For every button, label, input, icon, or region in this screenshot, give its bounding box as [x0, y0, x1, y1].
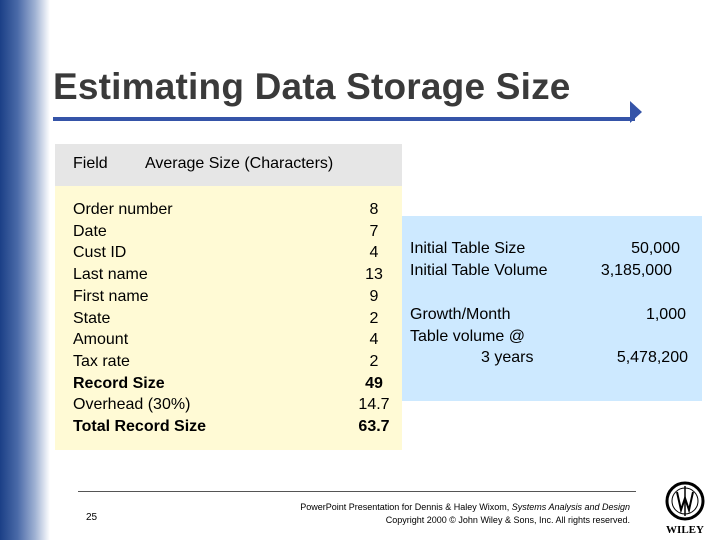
footer-copyright [250, 501, 630, 526]
header-field-label: Field [73, 155, 108, 172]
title-arrow-icon [630, 101, 642, 123]
growth-month-label: Growth/Month [410, 306, 511, 323]
field-size: 9 [369, 287, 379, 305]
field-name: Order number [73, 201, 173, 218]
record-size-label: Record Size [73, 374, 165, 392]
field-size: 4 [369, 331, 379, 349]
footer-prefix: PowerPoint Presentation for Dennis & Haley Wixom, [300, 502, 512, 512]
footer-line-2: Copyright 2000 © John Wiley & Sons, Inc. All rights reserved. [385, 514, 630, 525]
title-underline [53, 117, 635, 121]
side-gradient-bar [0, 0, 50, 540]
field-name: Last name [73, 266, 148, 284]
field-name: Cust ID [73, 244, 127, 262]
initial-table-volume-value: 3,185,000 [600, 262, 672, 279]
total-record-size-value: 63.7 [358, 418, 390, 436]
page-number: 25 [86, 512, 98, 523]
field-size: 8 [369, 201, 379, 218]
initial-table-size-value: 50,000 [631, 240, 680, 257]
field-name-list [73, 199, 206, 438]
table-volume-label: Table volume @ [410, 328, 525, 345]
field-name: Amount [73, 331, 129, 349]
table-volume-value: 5,478,200 [616, 349, 688, 366]
overhead-label: Overhead (30%) [73, 396, 191, 414]
overhead-value: 14.7 [358, 396, 390, 414]
slide-title: Estimating Data Storage Size [53, 66, 571, 107]
field-name: First name [73, 287, 149, 305]
header-average-size-label: Average Size (Characters) [145, 155, 334, 172]
field-size: 2 [369, 352, 379, 370]
record-size-value: 49 [365, 374, 383, 392]
footer-line-1 [250, 501, 630, 514]
field-name: State [73, 309, 111, 327]
growth-month-value: 1,000 [645, 306, 686, 323]
field-size: 13 [365, 266, 383, 284]
wiley-logo-text: WILEY [666, 524, 704, 536]
field-name: Tax rate [73, 352, 130, 370]
initial-table-volume-label: Initial Table Volume [410, 262, 548, 279]
field-size: 4 [369, 244, 379, 262]
table-volume-years-label: 3 years [481, 349, 534, 366]
field-size-list [352, 199, 396, 438]
field-size: 7 [369, 222, 379, 240]
field-size: 2 [369, 309, 379, 327]
footer-book-title: Systems Analysis and Design [511, 502, 630, 512]
wiley-logo-icon [663, 480, 707, 536]
footer-divider [78, 491, 636, 492]
initial-table-size-label: Initial Table Size [410, 240, 526, 257]
field-name: Date [73, 222, 107, 240]
total-record-size-label: Total Record Size [73, 418, 207, 436]
